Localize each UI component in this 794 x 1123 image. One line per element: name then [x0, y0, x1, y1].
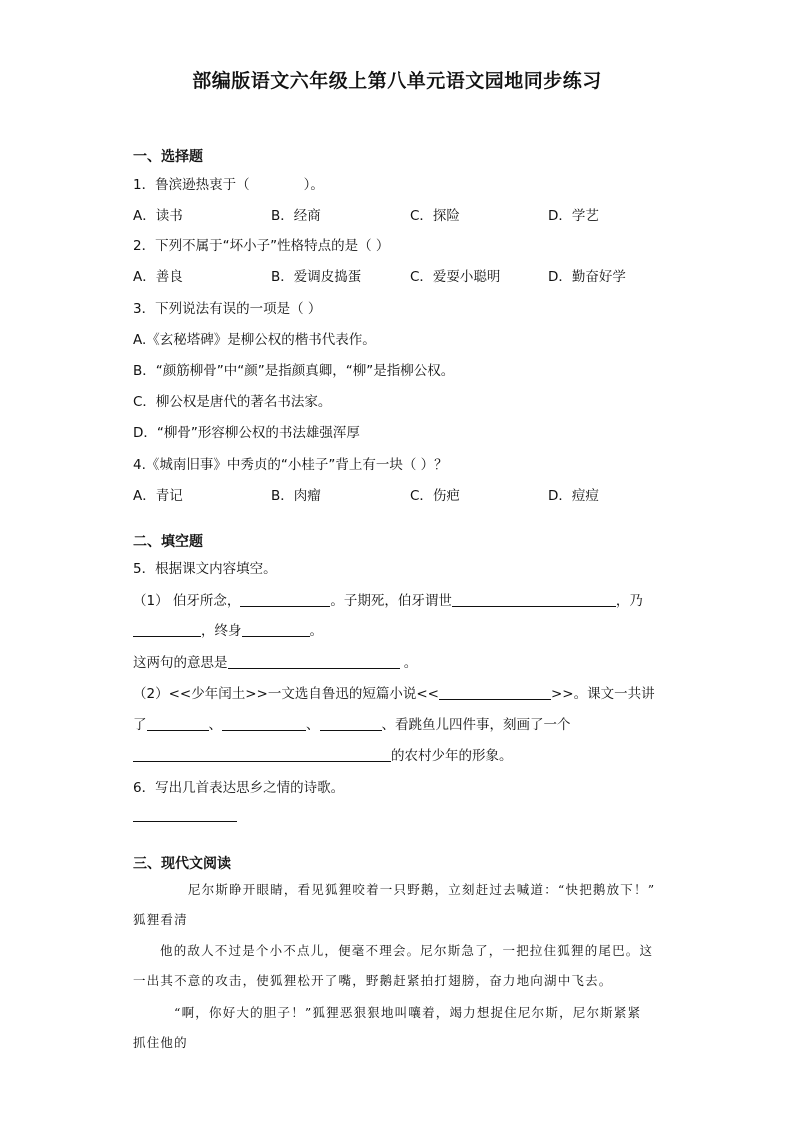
fill-blank[interactable] [147, 716, 209, 731]
fill-blank[interactable] [228, 654, 400, 669]
question-2-option-a: A．善良 [133, 269, 183, 285]
question-1-stem [133, 173, 324, 193]
q5-text: 了 [133, 717, 147, 733]
section-heading-fill: 二、填空题 [133, 534, 203, 550]
q5-text: 、看跳鱼儿四件事，刻画了一个 [381, 717, 571, 733]
question-2-option-d: D．勤奋好学 [548, 269, 626, 285]
q5-text: ，乃 [615, 593, 643, 609]
q5-text: 。 [399, 655, 418, 671]
fill-blank[interactable] [439, 685, 551, 700]
reading-line-3: 他的敌人不过是个小不点儿，便毫不理会。尼尔斯急了，一把拉住狐狸的尾巴。这 [160, 943, 654, 958]
q5-text: 、 [306, 717, 320, 733]
q5-text: 。 [309, 623, 323, 639]
q5-text: 这两句的意思是 [133, 655, 228, 671]
question-4-option-b: B．肉瘤 [271, 488, 321, 504]
q5-text: >>。课文一共讲 [550, 686, 655, 702]
question-1-stem-start: 1．鲁滨逊热衷于（ [133, 177, 250, 193]
question-1-stem-end: ）。 [303, 177, 324, 193]
question-3-option-b: B．“颜筋柳骨”中“颜”是指颜真卿，“柳”是指柳公权。 [133, 363, 455, 379]
question-1-option-b: B．经商 [271, 208, 321, 224]
question-2-stem: 2．下列不属于“坏小子”性格特点的是（ ） [133, 238, 390, 254]
question-4-option-a: A．青记 [133, 488, 183, 504]
reading-line-5: “啊，你好大的胆子！”狐狸恶狠狠地叫嚷着，竭力想捉住尼尔斯，尼尔斯紧紧 [174, 1005, 642, 1020]
fill-blank[interactable] [133, 622, 201, 637]
question-6-stem: 6．写出几首表达思乡之情的诗歌。 [133, 780, 345, 796]
q5-text: ，终身 [201, 623, 242, 639]
section-heading-reading: 三、现代文阅读 [133, 856, 231, 872]
question-2-option-b: B．爱调皮捣蛋 [271, 269, 362, 285]
fill-blank[interactable] [452, 592, 616, 607]
q5-text: 、 [208, 717, 222, 733]
fill-blank[interactable] [242, 622, 310, 637]
question-4-option-c: C．伤疤 [410, 488, 460, 504]
fill-blank[interactable] [133, 747, 391, 762]
question-3-option-c: C．柳公权是唐代的著名书法家。 [133, 394, 332, 410]
question-5-part-2-line-2 [133, 713, 571, 733]
q5-text: （1） 伯牙所念， [133, 593, 241, 609]
reading-line-4: 一出其不意的攻击，使狐狸松开了嘴，野鹅赶紧拍打翅膀，奋力地向湖中飞去。 [133, 973, 613, 988]
q5-text: 的农村少年的形象。 [391, 748, 513, 764]
question-2-option-c: C．爱耍小聪明 [410, 269, 501, 285]
question-5-stem: 5．根据课文内容填空。 [133, 561, 277, 577]
reading-line-1: 尼尔斯睁开眼睛，看见狐狸咬着一只野鹅，立刻赶过去喊道：“快把鹅放下！” [188, 882, 656, 897]
q5-text: 。子期死，伯牙谓世 [330, 593, 452, 609]
question-5-part-1-line-2 [133, 619, 323, 639]
question-1-option-a: A．读书 [133, 208, 183, 224]
question-3-option-d: D．“柳骨”形容柳公权的书法雄强浑厚 [133, 425, 360, 441]
question-4-option-d: D．痘痘 [548, 488, 599, 504]
section-heading-choice: 一、选择题 [133, 149, 203, 165]
question-3-stem: 3．下列说法有误的一项是（ ） [133, 301, 322, 317]
q5-text: （2）<<少年闰土>>一文选自鲁迅的短篇小说<< [133, 686, 439, 702]
page-title: 部编版语文六年级上第八单元语文园地同步练习 [192, 70, 602, 92]
question-6-answer-line[interactable] [133, 821, 237, 822]
reading-line-6: 抓住他的 [133, 1035, 188, 1050]
question-1-option-c: C．探险 [410, 208, 460, 224]
fill-blank[interactable] [222, 716, 306, 731]
question-4-stem: 4.《城南旧事》中秀贞的“小桂子”背上有一块（ ）？ [133, 457, 448, 473]
question-1-option-d: D．学艺 [548, 208, 599, 224]
question-5-part-1-line-1 [133, 589, 643, 609]
question-5-part-1-meaning [133, 651, 417, 671]
fill-blank[interactable] [240, 592, 330, 607]
fill-blank[interactable] [320, 716, 382, 731]
question-5-part-2-line-3 [133, 744, 513, 764]
reading-line-2: 狐狸看清 [133, 912, 188, 927]
question-3-option-a: A.《玄秘塔碑》是柳公权的楷书代表作。 [133, 332, 376, 348]
question-5-part-2-line-1 [133, 682, 655, 702]
